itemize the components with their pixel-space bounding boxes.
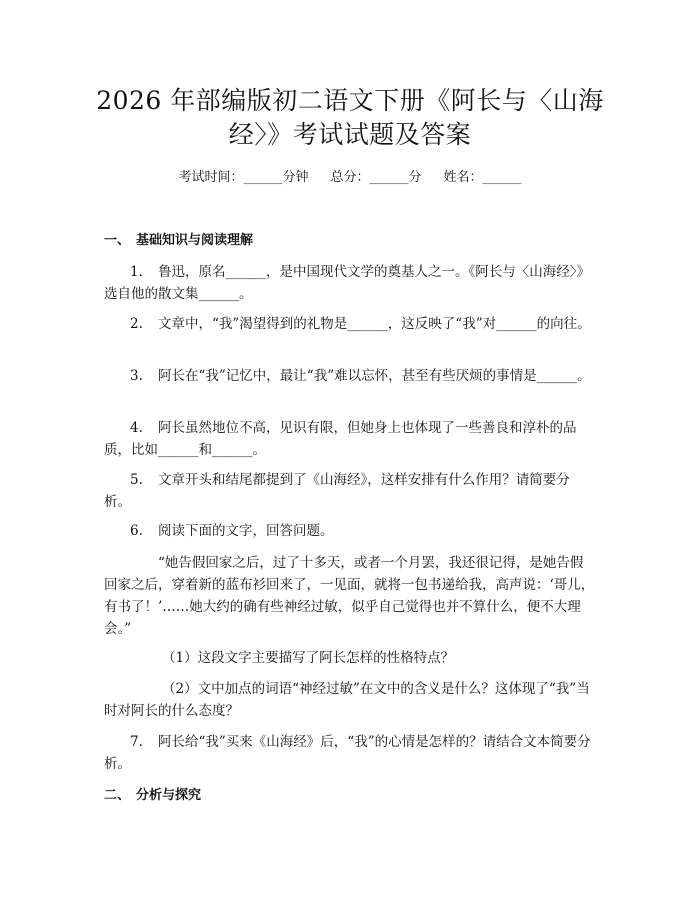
question-number: 2. — [130, 316, 143, 332]
question-5 — [104, 469, 596, 513]
question-text: 阅读下面的文字，回答问题。 — [158, 523, 334, 539]
exam-name: 姓名：______ — [443, 170, 522, 185]
question-6 — [104, 520, 596, 542]
question-7 — [104, 731, 596, 775]
question-number: 3. — [130, 368, 143, 384]
question-3 — [104, 365, 596, 387]
section-number: 二、 — [104, 788, 131, 803]
exam-score: 总分：______分 — [330, 170, 422, 185]
question-number: 1. — [130, 264, 143, 280]
sub-question-1: （1）这段文字主要描写了阿长怎样的性格特点？ — [162, 650, 455, 666]
section-number: 一、 — [104, 233, 131, 248]
exam-meta — [0, 168, 700, 188]
question-number: 4. — [130, 420, 143, 436]
question-4 — [104, 417, 596, 461]
question-number: 6. — [130, 523, 143, 539]
section-label: 分析与探究 — [136, 788, 202, 803]
sub-question-2: （2）文中加点的词语“神经过敏”在文中的含义是什么？这体现了“我”当时对阿长的什么态度？ — [104, 681, 590, 719]
question-text: 文章开头和结尾都提到了《山海经》，这样安排有什么作用？请简要分析。 — [104, 472, 570, 510]
question-text: 文章中，“我”渴望得到的礼物是______，这反映了“我”对______的向往。 — [158, 316, 591, 332]
question-1 — [104, 261, 596, 305]
question-text: 阿长在“我”记忆中，最让“我”难以忘怀，甚至有些厌烦的事情是______。 — [158, 368, 591, 384]
question-number: 7. — [130, 734, 143, 750]
question-text: 阿长给“我”买来《山海经》后，“我”的心情是怎样的？请结合文本简要分析。 — [104, 734, 591, 772]
reading-passage: “她告假回家之后，过了十多天，或者一个月罢，我还很记得，是她告假回家之后，穿着新的蓝布衫回来了，一见面，就将一包书递给我，高声说：‘哥儿，有书了！’……她大约的确有些神经过敏，似乎自己觉得也并不算什么，便不大理会。” — [104, 555, 595, 637]
question-text: 鲁迅，原名______，是中国现代文学的奠基人之一。《阿长与〈山海经〉》选自他的散文集______。 — [104, 264, 590, 302]
section-heading-1 — [104, 231, 253, 251]
section-label: 基础知识与阅读理解 — [136, 233, 254, 248]
question-number: 5. — [130, 472, 143, 488]
section-heading-2 — [104, 786, 201, 806]
page-title: 2026 年部编版初二语文下册《阿长与〈山海经〉》考试试题及答案 — [96, 86, 604, 149]
exam-time: 考试时间：______分钟 — [178, 170, 309, 185]
question-text: 阿长虽然地位不高，见识有限，但她身上也体现了一些善良和淳朴的品质，比如______和______。 — [104, 420, 577, 458]
question-2 — [104, 313, 596, 335]
